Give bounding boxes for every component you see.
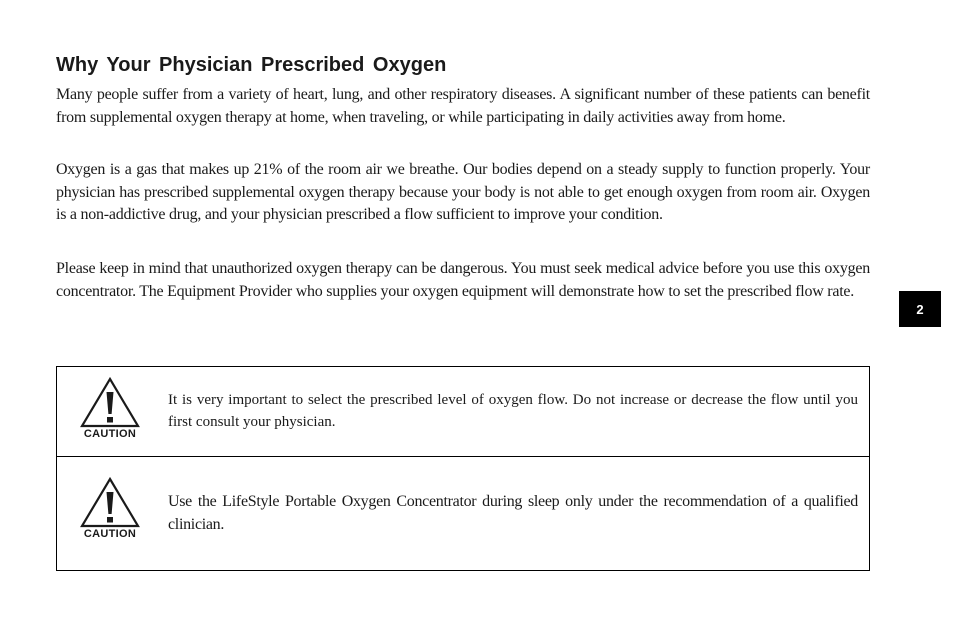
caution-text: It is very important to select the prescribed level of oxygen flow. Do not increase or decrease the flow until you first consult your physician. bbox=[168, 392, 858, 430]
page-number-tab bbox=[899, 291, 941, 327]
caution-label: CAUTION bbox=[83, 528, 137, 540]
warning-triangle-icon bbox=[79, 476, 141, 528]
paragraph-unauthorized-therapy: Please keep in mind that unauthorized oxygen therapy can be dangerous. You must seek medical advice before you use this oxygen concentrator. The Equipment Provider who supplies your oxygen equipment will demonstrate how to set the prescribed flow rate. bbox=[56, 260, 870, 300]
caution-box bbox=[56, 456, 870, 571]
caution-label: CAUTION bbox=[83, 428, 137, 440]
caution-box bbox=[56, 366, 870, 458]
paragraph-oxygen-gas: Oxygen is a gas that makes up 21% of the room air we breathe. Our bodies depend on a steady supply to function properly. Your physician has prescribed supplemental oxygen therapy because your body is not able to get enough oxygen from room air. Oxygen is a non-addictive drug, and your physician prescribed a flow sufficient to improve your condition. bbox=[56, 161, 870, 223]
caution-symbol bbox=[79, 476, 141, 542]
page-number: 2 bbox=[916, 301, 924, 317]
warning-triangle-icon bbox=[79, 376, 141, 428]
caution-symbol bbox=[79, 376, 141, 442]
caution-text: Use the LifeStyle Portable Oxygen Concentrator during sleep only under the recommendation of a qualified clinician. bbox=[168, 493, 858, 533]
paragraph-intro: Many people suffer from a variety of heart, lung, and other respiratory diseases. A significant number of these patients can benefit from supplemental oxygen therapy at home, when traveling, or while participating in daily activities away from home. bbox=[56, 86, 870, 126]
section-heading: Why Your Physician Prescribed Oxygen bbox=[56, 54, 447, 76]
